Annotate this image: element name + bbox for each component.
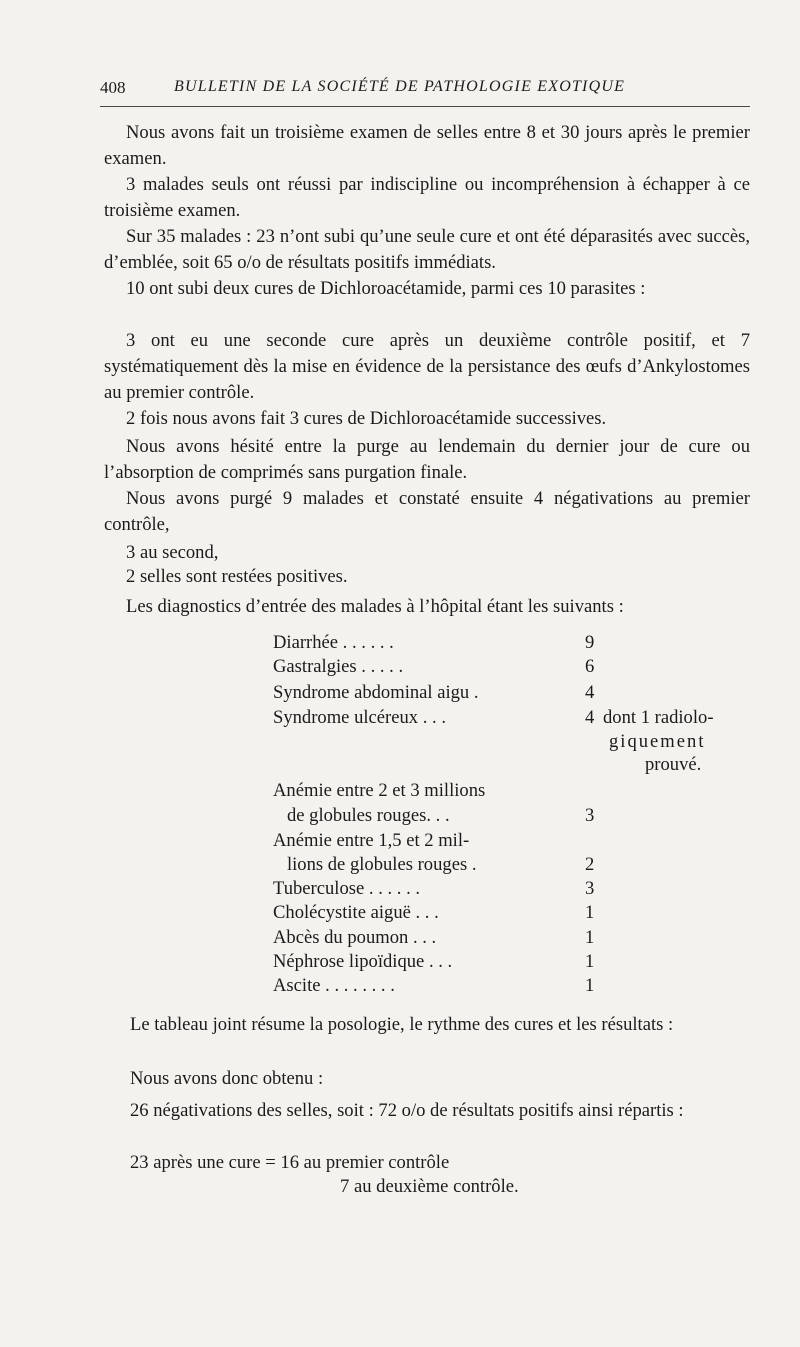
table-row — [273, 949, 773, 975]
diagnosis-count: 4 — [585, 682, 595, 703]
table-row — [273, 925, 773, 951]
diagnosis-label: Anémie entre 2 et 3 millions — [273, 780, 486, 801]
paragraph-negativations: 26 négativations des selles, soit : 72 o/o de résultats positifs ainsi répartis : — [130, 1100, 684, 1121]
page-number: 408 — [100, 78, 126, 97]
diagnosis-label: Néphrose lipoïdique . . . — [273, 951, 453, 972]
diagnosis-label: Syndrome abdominal aigu . — [273, 682, 479, 703]
paragraph-diagnoses-intro: Les diagnostics d’entrée des malades à l’hôpital étant les suivants : — [126, 596, 624, 617]
diagnosis-label: Syndrome ulcéreux . . . — [273, 707, 446, 728]
diagnosis-count: 3 — [585, 878, 595, 899]
line-one-cure-result: 23 après une cure = 16 au premier contrôle — [130, 1152, 450, 1173]
running-title: BULLETIN DE LA SOCIÉTÉ DE PATHOLOGIE EXOTIQUE — [174, 78, 626, 95]
paragraph-escaped-exam: 3 malades seuls ont réussi par indiscipline ou incompréhension à échapper à ce troisième examen. — [104, 174, 750, 221]
diagnosis-label: Cholécystite aiguë . . . — [273, 902, 439, 923]
diagnosis-label: Anémie entre 1,5 et 2 mil- — [273, 830, 470, 851]
paragraph-table-summary: Le tableau joint résume la posologie, le rythme des cures et les résultats : — [130, 1014, 674, 1035]
paragraph-purge-hesitation: Nous avons hésité entre la purge au lendemain du dernier jour de cure ou l’absorption de comprimés sans purgation finale. — [104, 436, 750, 483]
diagnosis-count: 1 — [585, 927, 595, 948]
diagnosis-label: Gastralgies . . . . . — [273, 656, 404, 677]
diagnosis-label: de globules rouges. . . — [273, 805, 450, 826]
diagnosis-count: 6 — [585, 656, 595, 677]
diagnosis-label: Abcès du poumon . . . — [273, 927, 437, 948]
diagnosis-count: 9 — [585, 632, 595, 653]
table-row — [273, 803, 773, 829]
diagnosis-label: Ascite . . . . . . . . — [273, 975, 395, 996]
table-row — [273, 778, 773, 804]
diagnosis-label: lions de globules rouges . — [273, 854, 477, 875]
table-row — [273, 900, 773, 926]
line-positive-stools: 2 selles sont restées positives. — [126, 566, 348, 587]
paragraph-three-cures: 2 fois nous avons fait 3 cures de Dichloroacétamide successives. — [126, 408, 607, 429]
paragraph-obtained: Nous avons donc obtenu : — [130, 1068, 324, 1089]
table-row — [273, 705, 773, 731]
diagnosis-note: prouvé. — [645, 754, 702, 775]
diagnosis-count: 1 — [585, 902, 595, 923]
table-row — [273, 630, 773, 656]
table-row — [273, 654, 773, 680]
diagnosis-count: 1 — [585, 951, 595, 972]
diagnosis-count: 4 — [585, 707, 595, 728]
table-row — [273, 876, 773, 902]
paragraph-single-cure: Sur 35 malades : 23 n’ont subi qu’une seule cure et ont été déparasités avec succès, d’emblée, soit 65 o/o de résultats positifs immédiats. — [104, 226, 750, 273]
line-second-control: 3 au second, — [126, 542, 219, 563]
diagnosis-label: Tuberculose . . . . . . — [273, 878, 421, 899]
table-row — [273, 828, 773, 854]
diagnosis-count: 1 — [585, 975, 595, 996]
diagnosis-count: 3 — [585, 805, 595, 826]
line-second-control-result: 7 au deuxième contrôle. — [340, 1176, 519, 1197]
table-row — [273, 752, 773, 778]
table-row — [273, 973, 773, 999]
table-row — [273, 852, 773, 878]
paragraph-two-cures: 10 ont subi deux cures de Dichloroacétamide, parmi ces 10 parasites : — [126, 278, 646, 299]
page-header — [100, 76, 750, 107]
table-row — [273, 680, 773, 706]
paragraph-second-cure: 3 ont eu une seconde cure après un deuxième contrôle positif, et 7 systématiquement dès la mise en évidence de la persistance des œufs d’Ankylostomes au premier contrôle. — [104, 330, 750, 403]
diagnosis-count: 2 — [585, 854, 595, 875]
diagnosis-note: giquement — [609, 731, 706, 752]
paragraph-purged-patients: Nous avons purgé 9 malades et constaté ensuite 4 négativations au premier contrôle, — [104, 488, 750, 535]
paragraph-third-exam: Nous avons fait un troisième examen de selles entre 8 et 30 jours après le premier examen. — [104, 122, 750, 169]
diagnosis-note: dont 1 radiolo- — [603, 707, 714, 728]
diagnosis-label: Diarrhée . . . . . . — [273, 632, 394, 653]
